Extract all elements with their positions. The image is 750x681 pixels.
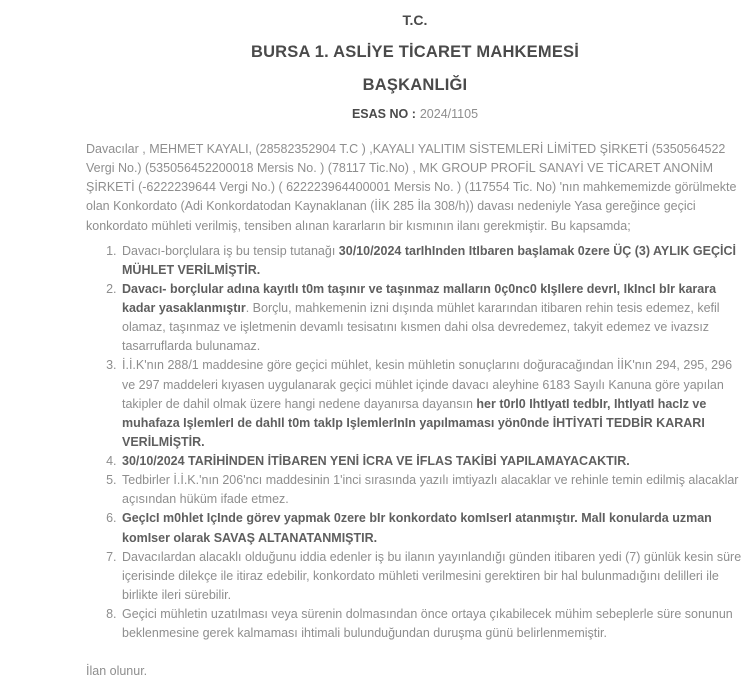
court-name: BURSA 1. ASLİYE TİCARET MAHKEMESİ [250, 43, 580, 62]
bold-text-segment: Davacı- borçlular adına kayıtlı t0m taşınır ve taşınmaz malların 0ç0nc0 kIşIlere devrI, IkIncI bIr karara kadar yasaklanmıştır [122, 281, 717, 315]
text-segment: İ.İ.K'nın 288/1 maddesine göre geçici mühlet, kesin mühletin sonuçlarını doğuracağından İİK'nın 294, 295, 296 ve 297 maddeleri kıyasen uygulanarak geçici mühlet içinde davacı aleyhine 6183 Sayılı Kanuna göre yapılan takipler de dahil olmak üzere hangi nedene dayanırsa dayansın [122, 358, 733, 411]
document-header [86, 10, 744, 124]
list-item [120, 509, 744, 547]
text-segment: . Borçlu, mahkemenin izni dışında mühlet kararından itibaren rehin tesis edemez, kefil olamaz, taşınmaz ve işletmenin devamlı tesisatını kısmen dahi olsa devredemez, takyit edemez ve ivazsız tasarruflarda bulunamaz. [122, 301, 720, 354]
intro-paragraph: Davacılar , MEHMET KAYALI, (28582352904 T.C ) ,KAYALI YALITIM SİSTEMLERİ LİMİTED ŞİRKETİ (5350564522 Vergi No.) (535056452200018 Mersis No. ) (78117 Tic.No) , MK GROUP PROFİL SANAYİ VE TİCARET ANONİM ŞİRKETİ (-6222239644 Vergi No.) ( 622223964400001 Mersis No. ) (117554 Tic. No) 'nın mahkememizde görülmekte olan Konkordato (Adi Konkordatodan Kaynaklanan (İİK 285 İla 308/h)) davası nedeniyle Yasa gereğince geçici konkordato mühleti verilmiş, tensiben alınan kararların bir kısmının ilanı gerekmiştir. Bu kapsamda; [86, 142, 737, 233]
text-segment: Davacılardan alacaklı olduğunu iddia edenler iş bu ilanın yayınlandığı günden itibaren yedi (7) günlük kesin süre içerisinde dilekçe ile itiraz edebilir, konkordato mühleti verilmesini gerektiren bir hal bulunmadığını delilleri ile birlikte ileri sürebilir. [122, 549, 742, 602]
list-item [120, 242, 744, 280]
notice-list [86, 242, 744, 644]
text-segment: Davacı-borçlulara iş bu tensip tutanağı [122, 243, 339, 258]
list-item [120, 548, 744, 605]
header-tc: T.C. [402, 12, 428, 28]
case-number [86, 105, 744, 124]
bold-text-segment: her t0rl0 IhtIyatI tedbIr, IhtIyatI hacIz ve muhafaza IşlemlerI de dahIl t0m takIp IşlemlerInIn yapılmaması yön0nde İHTİYATİ TEDBİR KARARI VERİLMİŞTİR. [122, 396, 707, 449]
bold-text-segment: GeçIcI m0hlet IçInde görev yapmak 0zere bIr konkordato komIserI atanmıştır. MalI konularda uzman komIser olarak SAVAŞ ALTANATANMIŞTIR. [122, 511, 712, 545]
closing-text: İlan olunur. [86, 664, 148, 679]
bold-text-segment: 30/10/2024 TARİHİNDEN İTİBAREN YENİ İCRA VE İFLAS TAKİBİ YAPILAMAYACAKTIR. [122, 454, 630, 468]
court-office: BAŞKANLIĞI [362, 75, 468, 94]
list-item [120, 605, 744, 643]
list-item [120, 356, 744, 452]
list-item [120, 452, 744, 471]
text-segment: Geçici mühletin uzatılması veya sürenin dolmasından önce ortaya çıkabilecek mühim sebeplerle süre sonunun beklenmesine gerek kalmaması ihtimali bulunduğundan duruşma günü belirlenmemiştir. [122, 607, 733, 641]
case-number-value: 2024/1105 [419, 106, 479, 121]
case-number-label: ESAS NO : [351, 106, 416, 121]
list-item [120, 471, 744, 509]
bold-text-segment: 30/10/2024 tarIhInden ItIbaren başlamak 0zere ÜÇ (3) AYLIK GEÇİCİ MÜHLET VERİLMİŞTİR. [122, 243, 736, 277]
list-item [120, 280, 744, 357]
text-segment: Tedbirler İ.İ.K.'nın 206'ncı maddesinin 1'inci sırasında yazılı imtiyazlı alacaklar ve rehinle temin edilmiş alacaklar açısından hüküm ifade etmez. [122, 473, 739, 507]
